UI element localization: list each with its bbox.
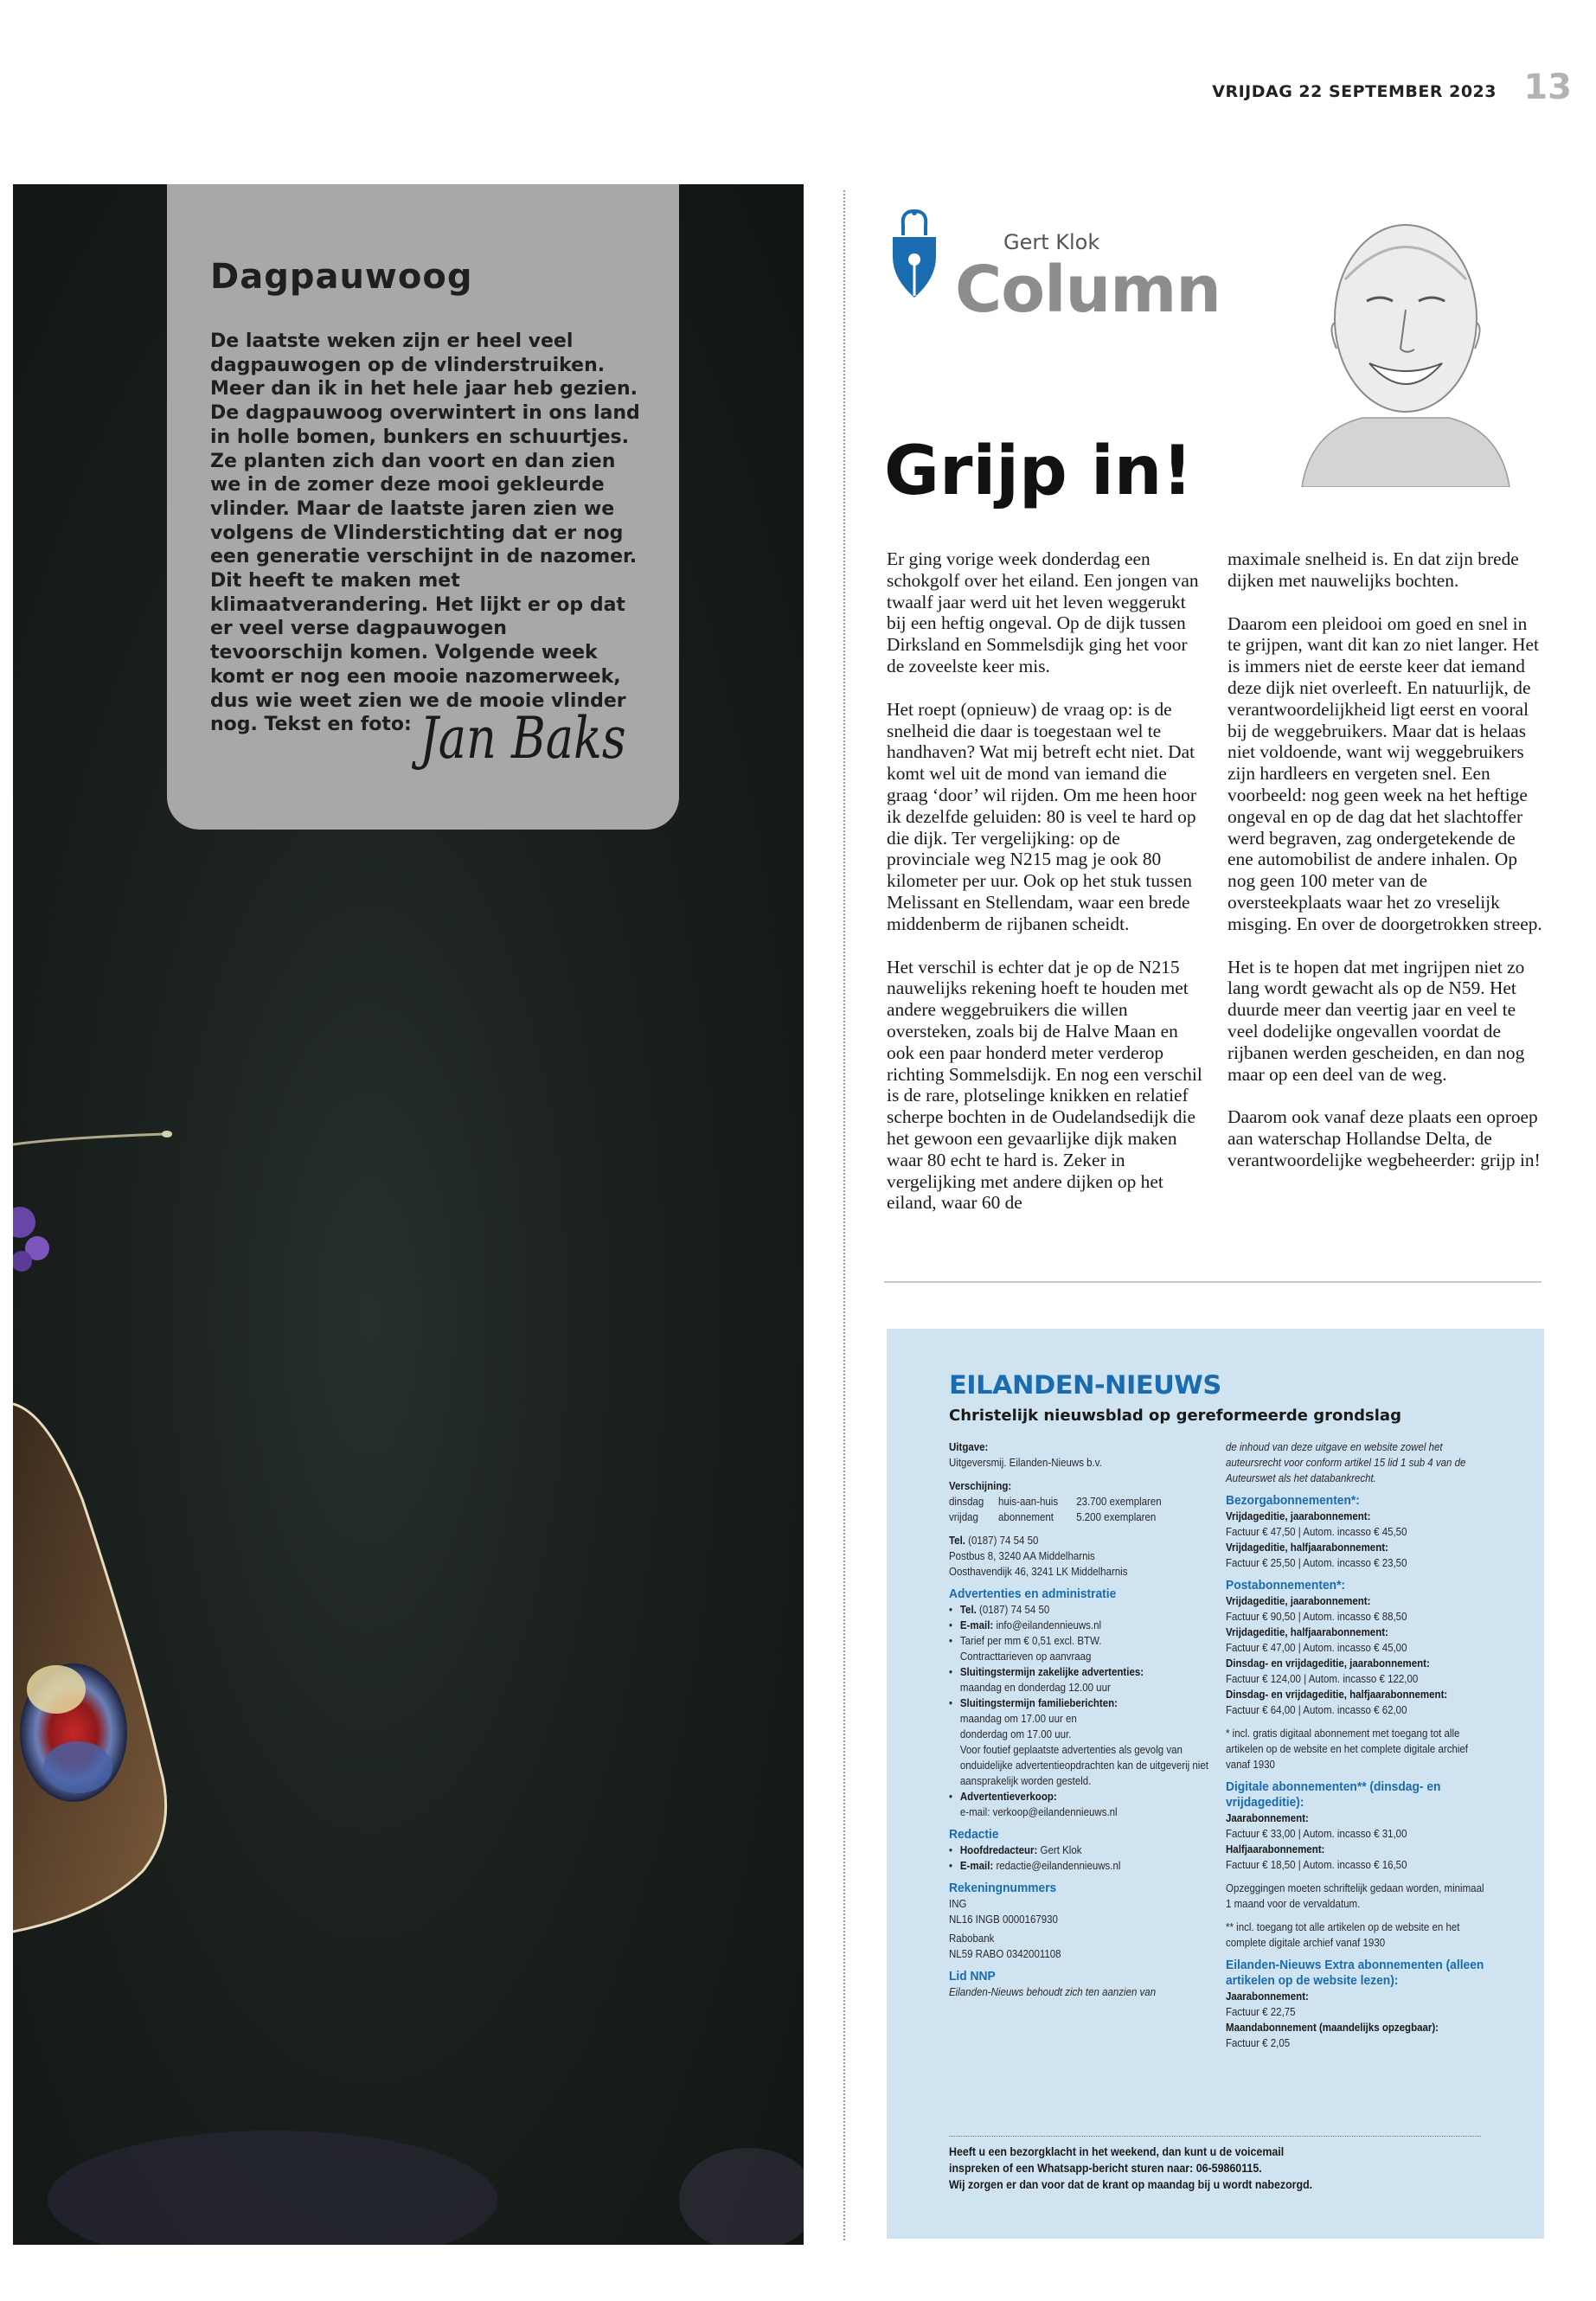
paragraph: Daarom een pleidooi om goed en snel in te grijpen, want dit kan zo niet langer. Het is immers niet de eerste keer dat iemand deze dijk niet overleeft. En natuurlijk, de verantwoordelijkheid ligt eerst en vooral bij de weggebruikers. Maar dat is helaas niet voldoende, want wij weggebruikers zijn hardleers en vergeten snel. Een voorbeeld: nog geen week na het heftige ongeval en op de dag dat het slachtoffer werd begraven, zag ondergetekende de ene automobilist de andere inhalen. Op nog geen 100 meter van de oversteekplaats waar het zo vreselijk misging. En over de doorgetrokken streep. xyxy=(1227,612,1542,934)
colophon-right xyxy=(1226,1439,1489,2051)
page-number: 13 xyxy=(1523,67,1572,107)
label: Vrijdageditie, jaarabonnement: xyxy=(1226,1595,1371,1607)
label: Hoofdredacteur: xyxy=(959,1844,1038,1856)
value: Factuur € 22,75 xyxy=(1226,2006,1296,2018)
colophon-divider xyxy=(949,2136,1481,2137)
label: Jaarabonnement: xyxy=(1226,1990,1309,2003)
feature-title: Dagpauwoog xyxy=(210,257,473,297)
value: (0187) 74 54 50 xyxy=(968,1535,1039,1547)
value: Rabobank xyxy=(949,1932,995,1945)
section-heading: Digitale abonnementen** (dinsdag- en vrijdageditie): xyxy=(1226,1779,1441,1810)
page-date: VRIJDAG 22 SEPTEMBER 2023 xyxy=(1212,82,1497,101)
value: Tarief per mm € 0,51 excl. BTW. xyxy=(959,1635,1102,1647)
value: Opzeggingen moeten schriftelijk gedaan worden, minimaal 1 maand voor de vervaldatum. xyxy=(1226,1882,1484,1910)
paragraph: Er ging vorige week donderdag een schokgolf over het eiland. Een jongen van twaalf jaar werd uit het leven weggerukt bij een heftig ongeval. Op de dijk tussen Dirksland en Sommelsdijk ging het voor de zoveelste keer mis. xyxy=(887,548,1199,676)
column-headline: Grijp in! xyxy=(884,433,1193,510)
paragraph: Het verschil is echter dat je op de N215 nauwelijks rekening hoeft te houden met andere weggebruikers die willen oversteken, zoals bij de Halve Maan en ook een paar honderd meter verderop richting Sommelsdijk. En nog een verschil is de rare, plotselinge knikken en relatief scherpe bochten in de Oudelandsedijk die het gewoon een gevaarlijke dijk maken waar 80 echt te hard is. Zeker in vergelijking met andere dijken op het eiland, waar 60 de xyxy=(887,956,1202,1214)
footer-line: inspreken of een Whatsapp-bericht sturen naar: 06-59860115. xyxy=(949,2162,1262,2175)
label: Sluitingstermijn familieberichten: xyxy=(959,1697,1118,1709)
value: 5.200 exemplaren xyxy=(1076,1511,1157,1523)
value: vrijdag xyxy=(949,1511,978,1523)
value: maandag om 17.00 uur en xyxy=(959,1713,1077,1725)
email-link[interactable]: redactie@eilandennieuws.nl xyxy=(996,1860,1121,1872)
value: Postbus 8, 3240 AA Middelharnis xyxy=(949,1550,1095,1562)
section-heading: Lid NNP xyxy=(949,1969,996,1984)
paragraph: maximale snelheid is. En dat zijn brede dijken met nauwelijks bochten. xyxy=(1227,548,1519,591)
value: Factuur € 25,50 | Autom. incasso € 23,50 xyxy=(1226,1557,1407,1569)
label: Vrijdageditie, jaarabonnement: xyxy=(1226,1510,1371,1522)
newspaper-subtitle: Christelijk nieuwsblad op gereformeerde grondslag xyxy=(949,1407,1401,1425)
column-divider xyxy=(843,190,845,2240)
colophon-left xyxy=(949,1439,1220,2000)
label: Advertentieverkoop: xyxy=(959,1791,1057,1803)
value: dinsdag xyxy=(949,1496,984,1508)
value: Eilanden-Nieuws behoudt zich ten aanzien van xyxy=(949,1986,1157,1998)
section-heading: Rekeningnummers xyxy=(949,1881,1057,1895)
label: Maandabonnement (maandelijks opzegbaar): xyxy=(1226,2022,1439,2034)
section-heading: Advertenties en administratie xyxy=(949,1586,1117,1601)
value: Oosthavendijk 46, 3241 LK Middelharnis xyxy=(949,1566,1128,1578)
label: Verschijning: xyxy=(949,1480,1012,1492)
paragraph: Daarom ook vanaf deze plaats een oproep aan waterschap Hollandse Delta, de verantwoordelijke wegbeheerder: grijp in! xyxy=(1227,1106,1541,1170)
label: Tel. xyxy=(949,1535,965,1547)
value: NL59 RABO 0342001108 xyxy=(949,1948,1061,1960)
value: * incl. gratis digitaal abonnement met toegang tot alle artikelen op de website en het complete digitale archief vanaf 1930 xyxy=(1226,1727,1469,1771)
feature-signature: Jan Baks xyxy=(420,705,626,772)
value: maandag en donderdag 12.00 uur xyxy=(959,1682,1111,1694)
label: Vrijdageditie, halfjaarabonnement: xyxy=(1226,1626,1388,1638)
value: ** incl. toegang tot alle artikelen op de website en het complete digitale archief vanaf 1930 xyxy=(1226,1921,1460,1949)
column-label: Column xyxy=(955,253,1221,327)
value: Factuur € 124,00 | Autom. incasso € 122,00 xyxy=(1226,1673,1419,1685)
section-heading: Eilanden-Nieuws Extra abonnementen (alleen artikelen op de website lezen): xyxy=(1226,1958,1484,1988)
label: E-mail: xyxy=(959,1619,994,1631)
label: Jaarabonnement: xyxy=(1226,1812,1309,1824)
verschijning-row xyxy=(949,1509,1220,1525)
section-heading: Bezorgabonnementen*: xyxy=(1226,1493,1360,1508)
value: de inhoud van deze uitgave en website zowel het auteursrecht voor conform artikel 15 lid 1 sub 4 van de Auteurswet als het databankrecht. xyxy=(1226,1441,1466,1484)
value: Factuur € 90,50 | Autom. incasso € 88,50 xyxy=(1226,1611,1407,1623)
value: donderdag om 17.00 uur. xyxy=(959,1728,1072,1740)
newspaper-logo: EILANDEN-NIEUWS xyxy=(949,1370,1221,1400)
verschijning-row xyxy=(949,1494,1220,1509)
value: 23.700 exemplaren xyxy=(1076,1496,1162,1508)
value: Contracttarieven op aanvraag xyxy=(959,1650,1092,1663)
column-author: Gert Klok xyxy=(1003,230,1100,254)
value: Gert Klok xyxy=(1040,1844,1082,1856)
value: Uitgeversmij. Eilanden-Nieuws b.v. xyxy=(949,1457,1102,1469)
column-text-left xyxy=(887,548,1202,1235)
value: abonnement xyxy=(998,1511,1054,1523)
value: Factuur € 33,00 | Autom. incasso € 31,00 xyxy=(1226,1828,1407,1840)
label: Vrijdageditie, halfjaarabonnement: xyxy=(1226,1541,1388,1554)
value: Factuur € 64,00 | Autom. incasso € 62,00 xyxy=(1226,1704,1407,1716)
footer-line: Wij zorgen er dan voor dat de krant op maandag bij u wordt nabezorgd. xyxy=(949,2178,1313,2191)
value: Voor foutief geplaatste advertenties als gevolg van onduidelijke advertentieopdrachten kan de uitgeverij niet aansprakelijk worden gesteld. xyxy=(959,1744,1208,1787)
value: Factuur € 18,50 | Autom. incasso € 16,50 xyxy=(1226,1859,1407,1871)
label: Uitgave: xyxy=(949,1441,989,1453)
feature-body: De laatste weken zijn er heel veel dagpauwogen op de vlinderstruiken. Meer dan ik in het hele jaar heb gezien. De dagpauwoog overwintert in ons land in holle bomen, bunkers en schuurtjes. Ze planten zich dan voort en dan zien we in de zomer deze mooi gekleurde vlinder. Maar de laatste jaren zien we volgens de Vlinderstichting dat er nog een generatie verschijnt in de nazomer. Dit heeft te maken met klimaatverandering. Het lijkt er op dat er veel verse dagpauwogen tevoorschijn komen. Volgende week komt er nog een mooie nazomerweek, dus wie weet zien we de mooie vlinder nog. Tekst en foto: xyxy=(210,330,640,736)
label: Dinsdag- en vrijdageditie, halfjaarabonnement: xyxy=(1226,1689,1448,1701)
author-portrait xyxy=(1293,197,1518,487)
value: ING xyxy=(949,1898,967,1910)
section-divider xyxy=(884,1281,1542,1283)
value: Factuur € 47,00 | Autom. incasso € 45,00 xyxy=(1226,1642,1407,1654)
value: Factuur € 47,50 | Autom. incasso € 45,50 xyxy=(1226,1526,1407,1538)
colophon-footer xyxy=(949,2144,1458,2193)
paragraph: Het roept (opnieuw) de vraag op: is de snelheid die daar is toegestaan wel te handhaven? Wat mij betreft echt niet. Dat komt wel uit de mond van iemand die graag ‘door’ wil rijden. Om me heen hoor ik dezelfde geluiden: 80 is veel te hard op die dijk. Ter vergelijking: op de provinciale weg N215 mag je ook 80 kilometer per uur. Ook op het stuk tussen Melissant en Stellendam, waar een brede middenberm de rijbanen scheidt. xyxy=(887,698,1196,934)
label: Tel. xyxy=(959,1604,977,1616)
pen-mouse-icon xyxy=(884,209,945,304)
email-link[interactable]: e-mail: verkoop@eilandennieuws.nl xyxy=(959,1806,1118,1818)
label: Sluitingstermijn zakelijke advertenties: xyxy=(959,1666,1144,1678)
value: NL16 INGB 0000167930 xyxy=(949,1913,1058,1926)
label: E-mail: xyxy=(959,1860,994,1872)
value: (0187) 74 54 50 xyxy=(979,1604,1050,1616)
section-heading: Postabonnementen*: xyxy=(1226,1578,1346,1593)
column-text-right xyxy=(1227,548,1543,1193)
email-link[interactable]: info@eilandennieuws.nl xyxy=(996,1619,1102,1631)
value: huis-aan-huis xyxy=(998,1496,1059,1508)
label: Dinsdag- en vrijdageditie, jaarabonnement: xyxy=(1226,1657,1430,1670)
section-heading: Redactie xyxy=(949,1827,999,1842)
label: Halfjaarabonnement: xyxy=(1226,1843,1325,1856)
value: Factuur € 2,05 xyxy=(1226,2037,1291,2049)
footer-line: Heeft u een bezorgklacht in het weekend, dan kunt u de voicemail xyxy=(949,2145,1285,2158)
paragraph: Het is te hopen dat met ingrijpen niet zo lang wordt gewacht als op de N59. Het duurde meer dan veertig jaar en veel te veel dodelijke ongevallen voordat de rijbanen werden gescheiden, en dan nog maar op een deel van de weg. xyxy=(1227,956,1525,1085)
